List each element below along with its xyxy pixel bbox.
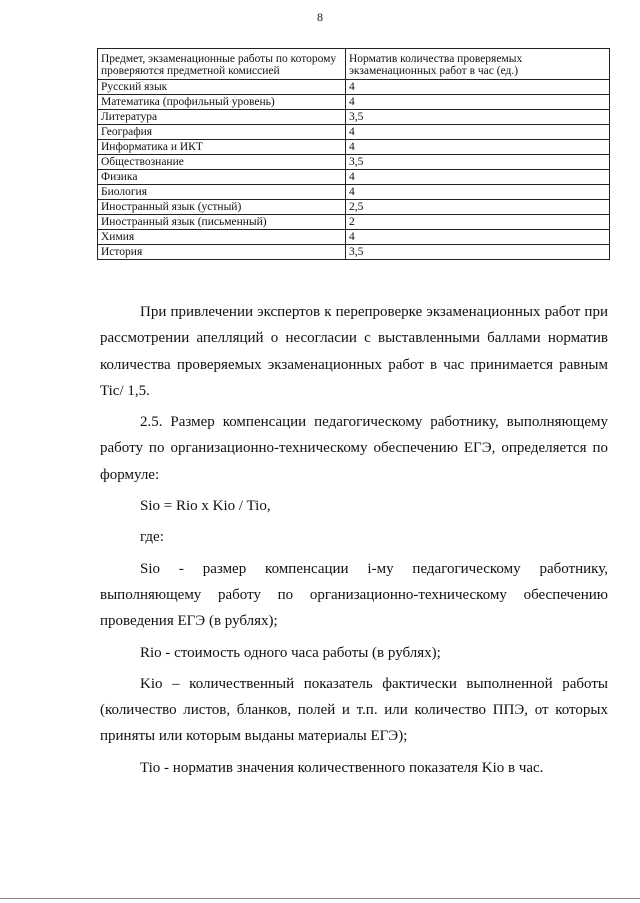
bottom-divider (0, 898, 640, 899)
formula: Sio = Rio x Kio / Tio, (140, 498, 271, 515)
row-value: 4 (346, 230, 610, 245)
header-subject: Предмет, экзаменационные работы по которому проверяются предметной комиссией (98, 49, 346, 80)
row-value: 2,5 (346, 200, 610, 215)
row-subject: Иностранный язык (устный) (98, 200, 346, 215)
row-subject: Информатика и ИКТ (98, 140, 346, 155)
table-row (98, 155, 610, 170)
table-row (98, 230, 610, 245)
table-row (98, 95, 610, 110)
row-value: 2 (346, 215, 610, 230)
norm-table (97, 48, 610, 260)
row-value: 3,5 (346, 245, 610, 260)
definition-tio: Tio - норматив значения количественного показателя Kio в час. (140, 759, 544, 776)
row-value: 4 (346, 125, 610, 140)
row-subject: Русский язык (98, 80, 346, 95)
row-value: 3,5 (346, 110, 610, 125)
definition-kio: Kio – количественный показатель фактически выполненной работы (количество листов, бланков, полей и т.п. или количество ППЭ, от которых приняты или которым выданы материалы ЕГЭ); (100, 675, 608, 745)
paragraph-compensation: 2.5. Размер компенсации педагогическому работнику, выполняющему работу по организационно-техническому обеспечению ЕГЭ, определяется по формуле: (100, 414, 608, 483)
definition-sio: Sio - размер компенсации i-му педагогическому работнику, выполняющему работу по организационно-техническому обеспечению проведения ЕГЭ (в рублях); (100, 560, 608, 630)
row-value: 3,5 (346, 155, 610, 170)
row-subject: Химия (98, 230, 346, 245)
table-row (98, 125, 610, 140)
page-number: 8 (317, 10, 323, 24)
row-subject: Математика (профильный уровень) (98, 95, 346, 110)
row-value: 4 (346, 170, 610, 185)
row-value: 4 (346, 95, 610, 110)
row-subject: География (98, 125, 346, 140)
table-row (98, 80, 610, 95)
row-subject: Иностранный язык (письменный) (98, 215, 346, 230)
table-header-row (98, 49, 610, 80)
row-value: 4 (346, 140, 610, 155)
body-text (100, 299, 608, 781)
where-label: где: (140, 529, 164, 546)
paragraph-expert-recheck: При привлечении экспертов к перепроверке экзаменационных работ при рассмотрении апелляций о несогласии с выставленными баллами норматив количества проверяемых экзаменационных работ в час принимается равным Tic/ 1,5. (100, 304, 608, 399)
table-row (98, 200, 610, 215)
row-value: 4 (346, 185, 610, 200)
table-row (98, 245, 610, 260)
row-subject: История (98, 245, 346, 260)
row-value: 4 (346, 80, 610, 95)
definition-rio: Rio - стоимость одного часа работы (в рублях); (140, 644, 441, 661)
table-row (98, 110, 610, 125)
row-subject: Обществознание (98, 155, 346, 170)
row-subject: Литература (98, 110, 346, 125)
table-row (98, 170, 610, 185)
row-subject: Физика (98, 170, 346, 185)
table-row (98, 185, 610, 200)
row-subject: Биология (98, 185, 346, 200)
table-row (98, 215, 610, 230)
table-row (98, 140, 610, 155)
header-norm: Норматив количества проверяемых экзаменационных работ в час (ед.) (346, 49, 610, 80)
